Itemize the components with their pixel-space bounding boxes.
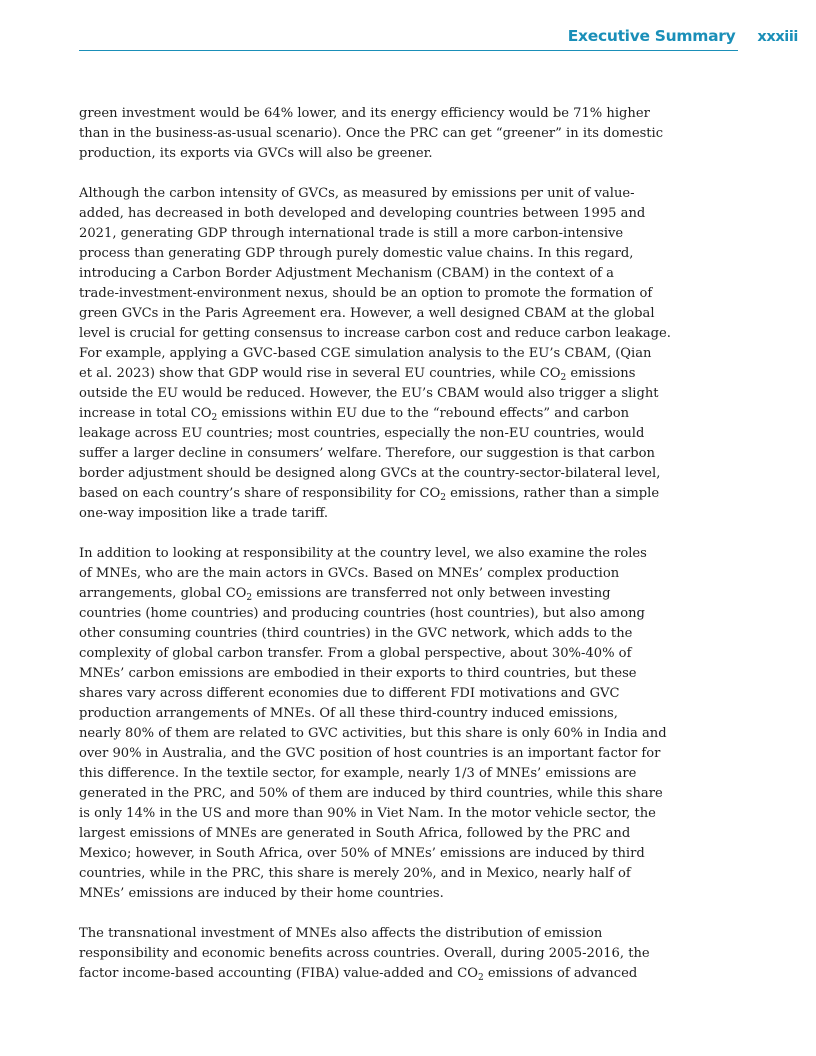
text-line: based on each country’s share of responsibility for $CO_2$ emissions, rather than a simple bbox=[79, 486, 660, 503]
text-line: 2021, generating GDP through international trade is still a more carbon-intensive bbox=[79, 226, 624, 241]
text-line: increase in total $CO_2$ emissions within EU due to the “rebound effects” and carbon bbox=[79, 406, 630, 423]
text-line: For example, applying a GVC-based CGE simulation analysis to the EU’s CBAM, (Qian bbox=[79, 346, 652, 361]
header-divider bbox=[79, 50, 738, 51]
body-text bbox=[79, 104, 671, 1004]
text-line: complexity of global carbon transfer. From a global perspective, about 30%-40% of bbox=[79, 646, 632, 661]
text-line: production arrangements of MNEs. Of all these third-country induced emissions, bbox=[79, 706, 618, 721]
text-line: of MNEs, who are the main actors in GVCs. Based on MNEs’ complex production bbox=[79, 566, 620, 581]
text-line: process than generating GDP through purely domestic value chains. In this regard, bbox=[79, 246, 634, 261]
text-line: The transnational investment of MNEs also affects the distribution of emission bbox=[79, 926, 603, 941]
text-line: countries (home countries) and producing countries (host countries), but also among bbox=[79, 606, 645, 621]
text-line: introducing a Carbon Border Adjustment Mechanism (CBAM) in the context of a bbox=[79, 266, 614, 281]
paragraph-3 bbox=[79, 544, 667, 904]
text-line: level is crucial for getting consensus to increase carbon cost and reduce carbon leakage. bbox=[79, 326, 671, 341]
text-line: than in the business-as-usual scenario). Once the PRC can get “greener” in its domestic bbox=[79, 126, 664, 141]
text-line: et al. 2023) show that GDP would rise in several EU countries, while $CO_2$ emissions bbox=[79, 366, 636, 383]
text-line: countries, while in the PRC, this share is merely 20%, and in Mexico, nearly half of bbox=[79, 866, 631, 881]
text-line: MNEs’ emissions are induced by their home countries. bbox=[79, 886, 444, 901]
text-line: MNEs’ carbon emissions are embodied in their exports to third countries, but these bbox=[79, 666, 637, 681]
text-line: shares vary across different economies due to different FDI motivations and GVC bbox=[79, 686, 620, 701]
text-line: arrangements, global $CO_2$ emissions are transferred not only between investing bbox=[79, 586, 611, 603]
text-line: leakage across EU countries; most countries, especially the non-EU countries, would bbox=[79, 426, 645, 441]
text-line: responsibility and economic benefits across countries. Overall, during 2005-2016, the bbox=[79, 946, 650, 961]
running-header bbox=[568, 27, 798, 45]
text-line: production, its exports via GVCs will also be greener. bbox=[79, 146, 433, 161]
text-line: outside the EU would be reduced. However, the EU’s CBAM would also trigger a slight bbox=[79, 386, 659, 401]
text-line: is only 14% in the US and more than 90% in Viet Nam. In the motor vehicle sector, the bbox=[79, 806, 656, 821]
text-line: green GVCs in the Paris Agreement era. However, a well designed CBAM at the global bbox=[79, 306, 655, 321]
text-line: suffer a larger decline in consumers’ welfare. Therefore, our suggestion is that carbon bbox=[79, 446, 655, 461]
text-line: one-way imposition like a trade tariff. bbox=[79, 506, 329, 521]
text-line: green investment would be 64% lower, and its energy efficiency would be 71% higher bbox=[79, 106, 650, 121]
text-line: added, has decreased in both developed and developing countries between 1995 and bbox=[79, 206, 646, 221]
text-line: factor income-based accounting (FIBA) value-added and $CO_2$ emissions of advanced bbox=[79, 966, 638, 983]
paragraph-2 bbox=[79, 184, 671, 524]
text-line: generated in the PRC, and 50% of them are induced by third countries, while this share bbox=[79, 786, 663, 801]
text-line: largest emissions of MNEs are generated in South Africa, followed by the PRC and bbox=[79, 826, 631, 841]
section-title: Executive Summary bbox=[567, 27, 736, 45]
text-line: Mexico; however, in South Africa, over 50% of MNEs’ emissions are induced by third bbox=[79, 846, 645, 861]
paragraph-1 bbox=[79, 104, 664, 164]
text-line: other consuming countries (third countries) in the GVC network, which adds to the bbox=[79, 626, 633, 641]
page-number: xxxiii bbox=[757, 29, 798, 45]
text-line: border adjustment should be designed along GVCs at the country-sector-bilateral level, bbox=[79, 466, 661, 481]
text-line: nearly 80% of them are related to GVC activities, but this share is only 60% in India and bbox=[79, 726, 667, 741]
text-line: over 90% in Australia, and the GVC position of host countries is an important factor for bbox=[79, 746, 661, 761]
text-line: Although the carbon intensity of GVCs, as measured by emissions per unit of value- bbox=[79, 186, 635, 201]
text-line: In addition to looking at responsibility at the country level, we also examine the roles bbox=[79, 546, 647, 561]
paragraph-4 bbox=[79, 924, 650, 984]
text-line: trade-investment-environment nexus, should be an option to promote the formation of bbox=[79, 286, 653, 301]
text-line: this difference. In the textile sector, for example, nearly 1/3 of MNEs’ emissions are bbox=[79, 766, 637, 781]
